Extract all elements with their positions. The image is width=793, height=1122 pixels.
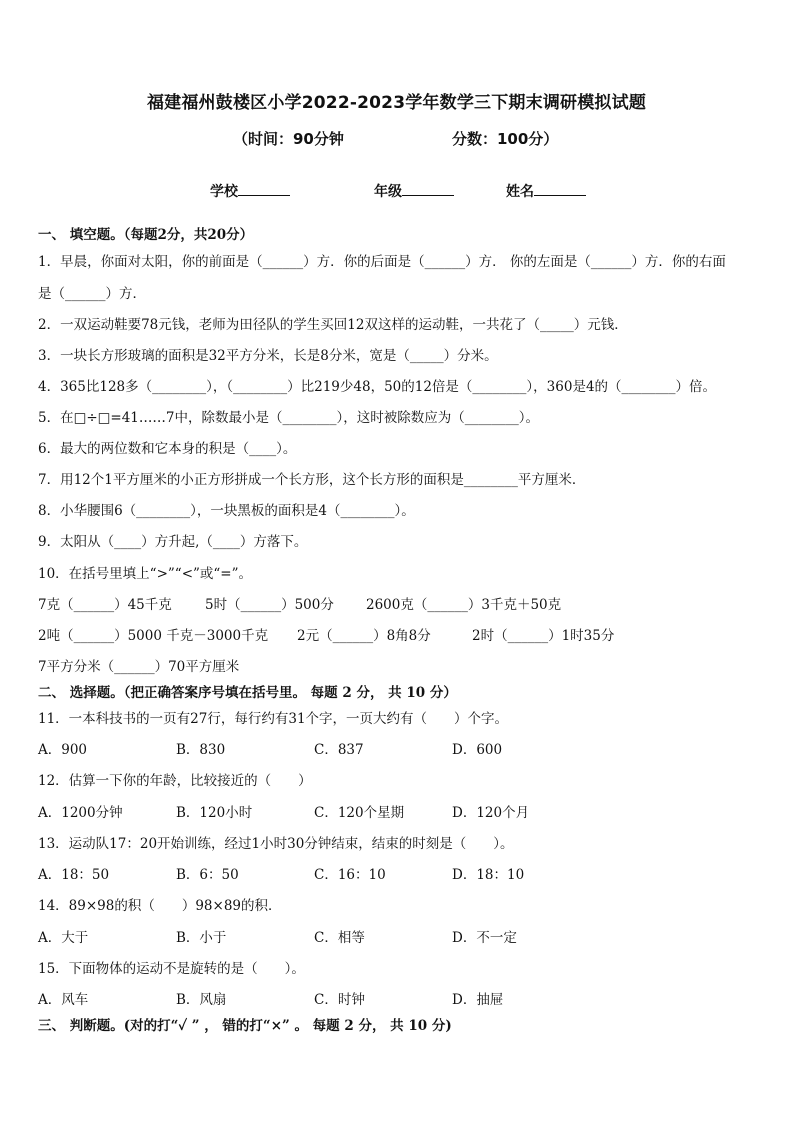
grade-label: 年级 [374,184,402,200]
choice-option[interactable]: B．小于 [176,930,227,946]
school-label: 学校 [210,184,238,200]
choice-question: 15．下面物体的运动不是旋转的是（ ）。 [38,961,305,977]
fill-question: 是（______）方． [38,286,146,302]
choice-option[interactable]: D．不一定 [452,930,517,946]
choice-option[interactable]: A．18：50 [38,867,110,883]
choice-option[interactable]: C．837 [314,742,364,758]
fill-question: 10．在括号里填上“>”“<”或“=”。 [38,566,253,582]
choice-option[interactable]: D．120个月 [452,805,530,821]
choice-question: 14．89×98的积（ ）98×89的积． [38,898,282,914]
school-blank[interactable] [238,181,290,196]
fill-question: 9．太阳从（____）方升起,（____）方落下。 [38,534,308,550]
choice-option[interactable]: D．600 [452,742,503,758]
name-label: 姓名 [506,184,534,200]
fill-question: 1．早晨，你面对太阳，你的前面是（______）方．你的后面是（______）方． 你的左面是（______）方．你的右面 [38,254,726,270]
choice-option[interactable]: A．风车 [38,992,89,1008]
choice-option[interactable]: A．1200分钟 [38,805,123,821]
choice-option[interactable]: C．相等 [314,930,365,946]
exam-title: 福建福州鼓楼区小学2022-2023学年数学三下期末调研模拟试题 [146,93,647,113]
name-field [506,181,586,201]
compare-item: 7克（______）45千克 [38,597,172,613]
fill-question: 2．一双运动鞋要78元钱，老师为田径队的学生买回12双这样的运动鞋，一共花了（_____）元钱． [38,317,628,333]
choice-question: 13．运动队17：20开始训练，经过1小时30分钟结束，结束的时刻是（ ）。 [38,836,514,852]
fill-question: 6．最大的两位数和它本身的积是（____）。 [38,441,297,457]
compare-item: 2吨（______）5000 千克－3000千克 [38,628,269,644]
fill-question: 8．小华腰围6（________），一块黑板的面积是4（________）。 [38,503,415,519]
choice-question: 12．估算一下你的年龄，比较接近的（ ） [38,773,312,789]
choice-option[interactable]: B．6：50 [176,867,239,883]
choice-option[interactable]: B．830 [176,742,226,758]
choice-option[interactable]: A．900 [38,742,88,758]
choice-option[interactable]: B．风扇 [176,992,227,1008]
fill-question: 7．用12个1平方厘米的小正方形拼成一个长方形，这个长方形的面积是________平方厘米． [38,472,586,488]
choice-option[interactable]: D．抽屉 [452,992,504,1008]
choice-option[interactable]: B．120小时 [176,805,253,821]
choice-option[interactable]: D．18：10 [452,867,525,883]
exam-time: （时间：90分钟 [233,130,344,148]
compare-item: 2时（______）1时35分 [472,628,615,644]
fill-question: 5．在□÷□=41……7中，除数最小是（________），这时被除数应为（________）。 [38,410,539,426]
fill-question: 3．一块长方形玻璃的面积是32平方分米，长是8分米，宽是（_____）分米。 [38,348,498,364]
school-field [210,181,290,201]
exam-score: 分数：100分） [452,130,559,148]
grade-field [374,181,454,201]
compare-item: 7平方分米（______）70平方厘米 [38,659,240,675]
choice-option[interactable]: A．大于 [38,930,89,946]
compare-item: 5时（______）500分 [205,597,334,613]
grade-blank[interactable] [402,181,454,196]
fill-question: 4．365比128多（________），（________）比219少48，50的12倍是（________），360是4的（________）倍。 [38,379,717,395]
name-blank[interactable] [534,181,586,196]
choice-option[interactable]: C．时钟 [314,992,365,1008]
choice-question: 11．一本科技书的一页有27行，每行约有31个字，一页大约有（ ）个字。 [38,711,509,727]
section-1-heading: 一、 填空题。（每题2分，共20分） [38,227,254,243]
section-2-heading: 二、 选择题。（把正确答案序号填在括号里。 每题 2 分， 共 10 分） [38,685,457,701]
choice-option[interactable]: C．16：10 [314,867,386,883]
choice-option[interactable]: C．120个星期 [314,805,405,821]
compare-item: 2元（______）8角8分 [297,628,431,644]
compare-item: 2600克（______）3千克＋50克 [366,597,562,613]
section-3-heading: 三、 判断题。(对的打“✓ ” ， 错的打“×” 。 每题 2 分， 共 10 分) [38,1018,452,1034]
